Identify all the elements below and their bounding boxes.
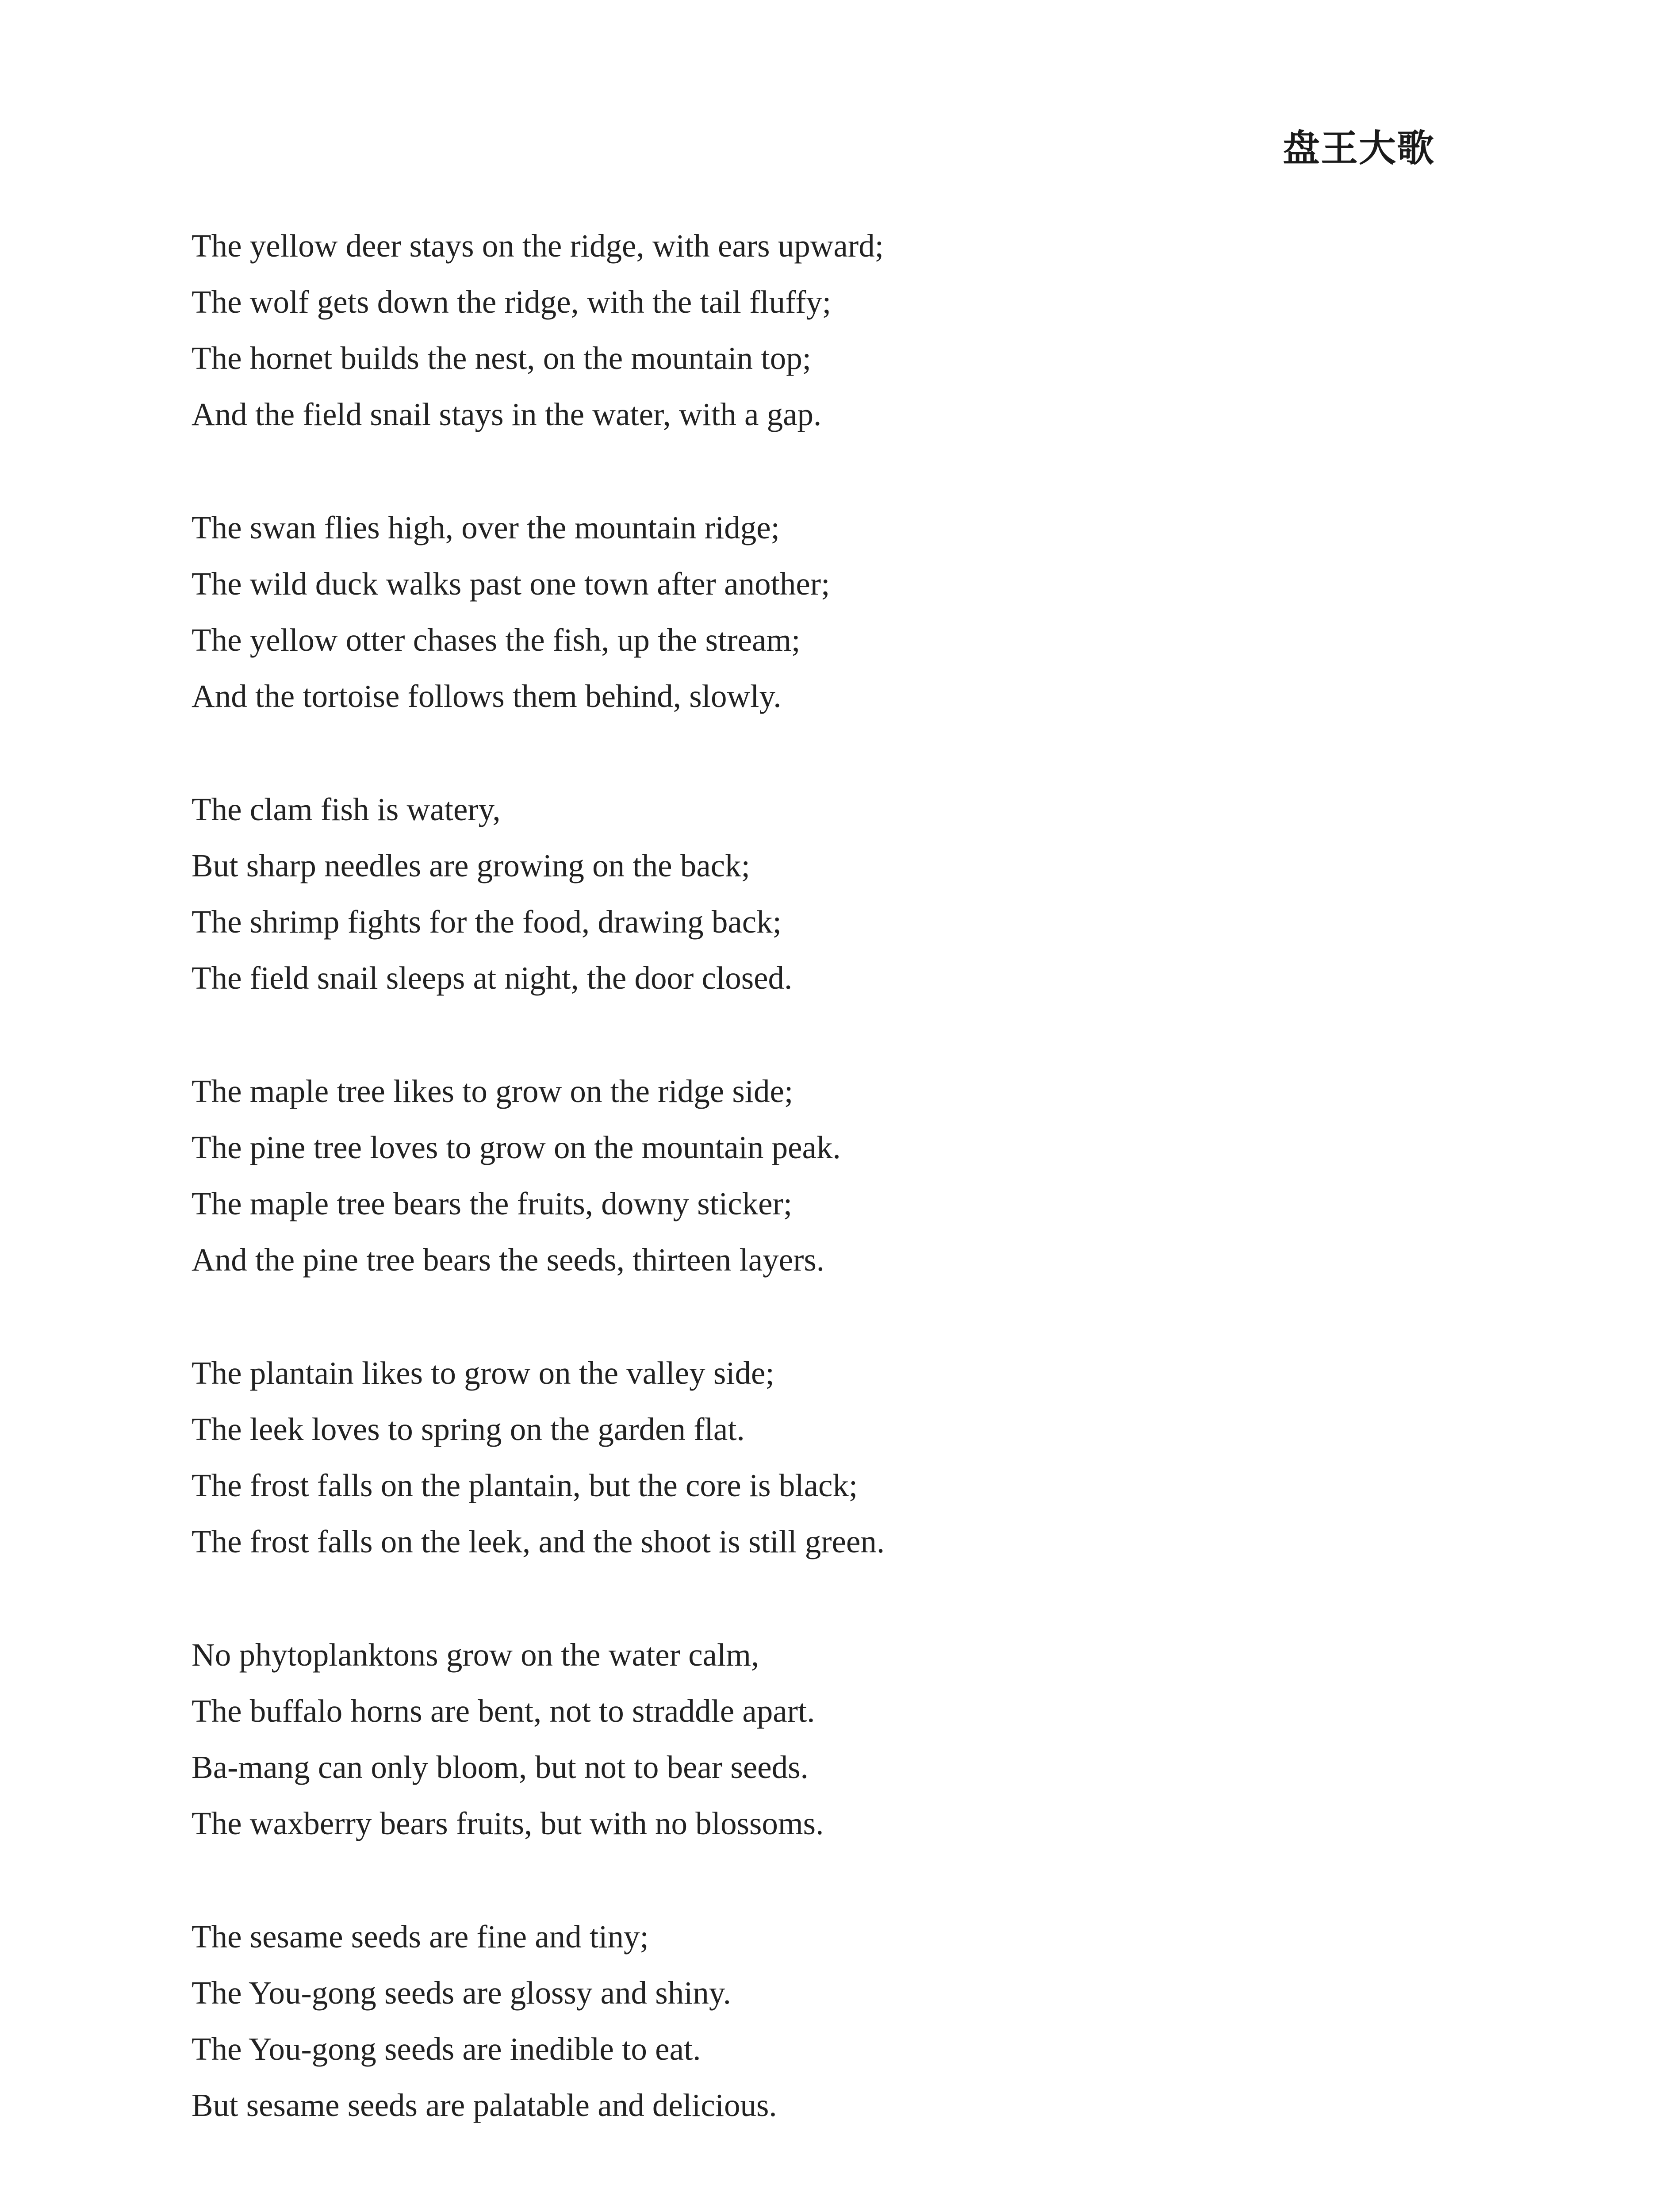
stanza [192, 1345, 1430, 1627]
stanza [192, 1063, 1430, 1345]
poem-line: The swan flies high, over the mountain ridge; [192, 510, 780, 545]
poem-line: But sesame seeds are palatable and delicious. [192, 2087, 777, 2123]
poem-line: The plantain likes to grow on the valley side; [192, 1355, 774, 1391]
poem-line: And the field snail stays in the water, with a gap. [192, 396, 822, 432]
poem-line: The yellow deer stays on the ridge, with ears upward; [192, 228, 884, 264]
poem-line: The shrimp fights for the food, drawing back; [192, 904, 782, 940]
poem-line: Ba-mang can only bloom, but not to bear seeds. [192, 1749, 809, 1785]
poem-line: And the pine tree bears the seeds, thirteen layers. [192, 1242, 825, 1278]
poem-line: The wolf gets down the ridge, with the tail fluffy; [192, 284, 832, 320]
poem-line: The hornet builds the nest, on the mountain top; [192, 340, 811, 376]
poem-line: The sesame seeds are fine and tiny; [192, 1919, 649, 1955]
poem-body [192, 218, 1430, 2190]
poem-line: The yellow otter chases the fish, up the stream; [192, 622, 801, 658]
poem-line: The buffalo horns are bent, not to straddle apart. [192, 1693, 815, 1729]
poem-line: But sharp needles are growing on the back; [192, 848, 750, 883]
running-head: 盘王大歌 [1282, 127, 1435, 170]
poem-line: The leek loves to spring on the garden flat. [192, 1411, 745, 1447]
poem-line: And the tortoise follows them behind, slowly. [192, 678, 782, 714]
stanza [192, 781, 1430, 1063]
poem-line: The frost falls on the leek, and the shoot is still green. [192, 1524, 885, 1559]
poem-line: The maple tree likes to grow on the ridge side; [192, 1073, 794, 1109]
poem-line: The You-gong seeds are inedible to eat. [192, 2031, 701, 2067]
poem-line: The You-gong seeds are glossy and shiny. [192, 1975, 731, 2011]
poem-line: The pine tree loves to grow on the mountain peak. [192, 1129, 841, 1165]
stanza [192, 499, 1430, 781]
stanza [192, 1909, 1430, 2190]
poem-line: The field snail sleeps at night, the door closed. [192, 960, 793, 996]
poem-line: The frost falls on the plantain, but the core is black; [192, 1467, 858, 1503]
poem-line: The waxberry bears fruits, but with no blossoms. [192, 1805, 824, 1841]
stanza [192, 1627, 1430, 1909]
stanza [192, 218, 1430, 499]
poem-line: The wild duck walks past one town after another; [192, 566, 830, 602]
poem-line: The maple tree bears the fruits, downy sticker; [192, 1186, 793, 1221]
poem-line: The clam fish is watery, [192, 791, 501, 827]
poem-line: No phytoplanktons grow on the water calm, [192, 1637, 759, 1673]
